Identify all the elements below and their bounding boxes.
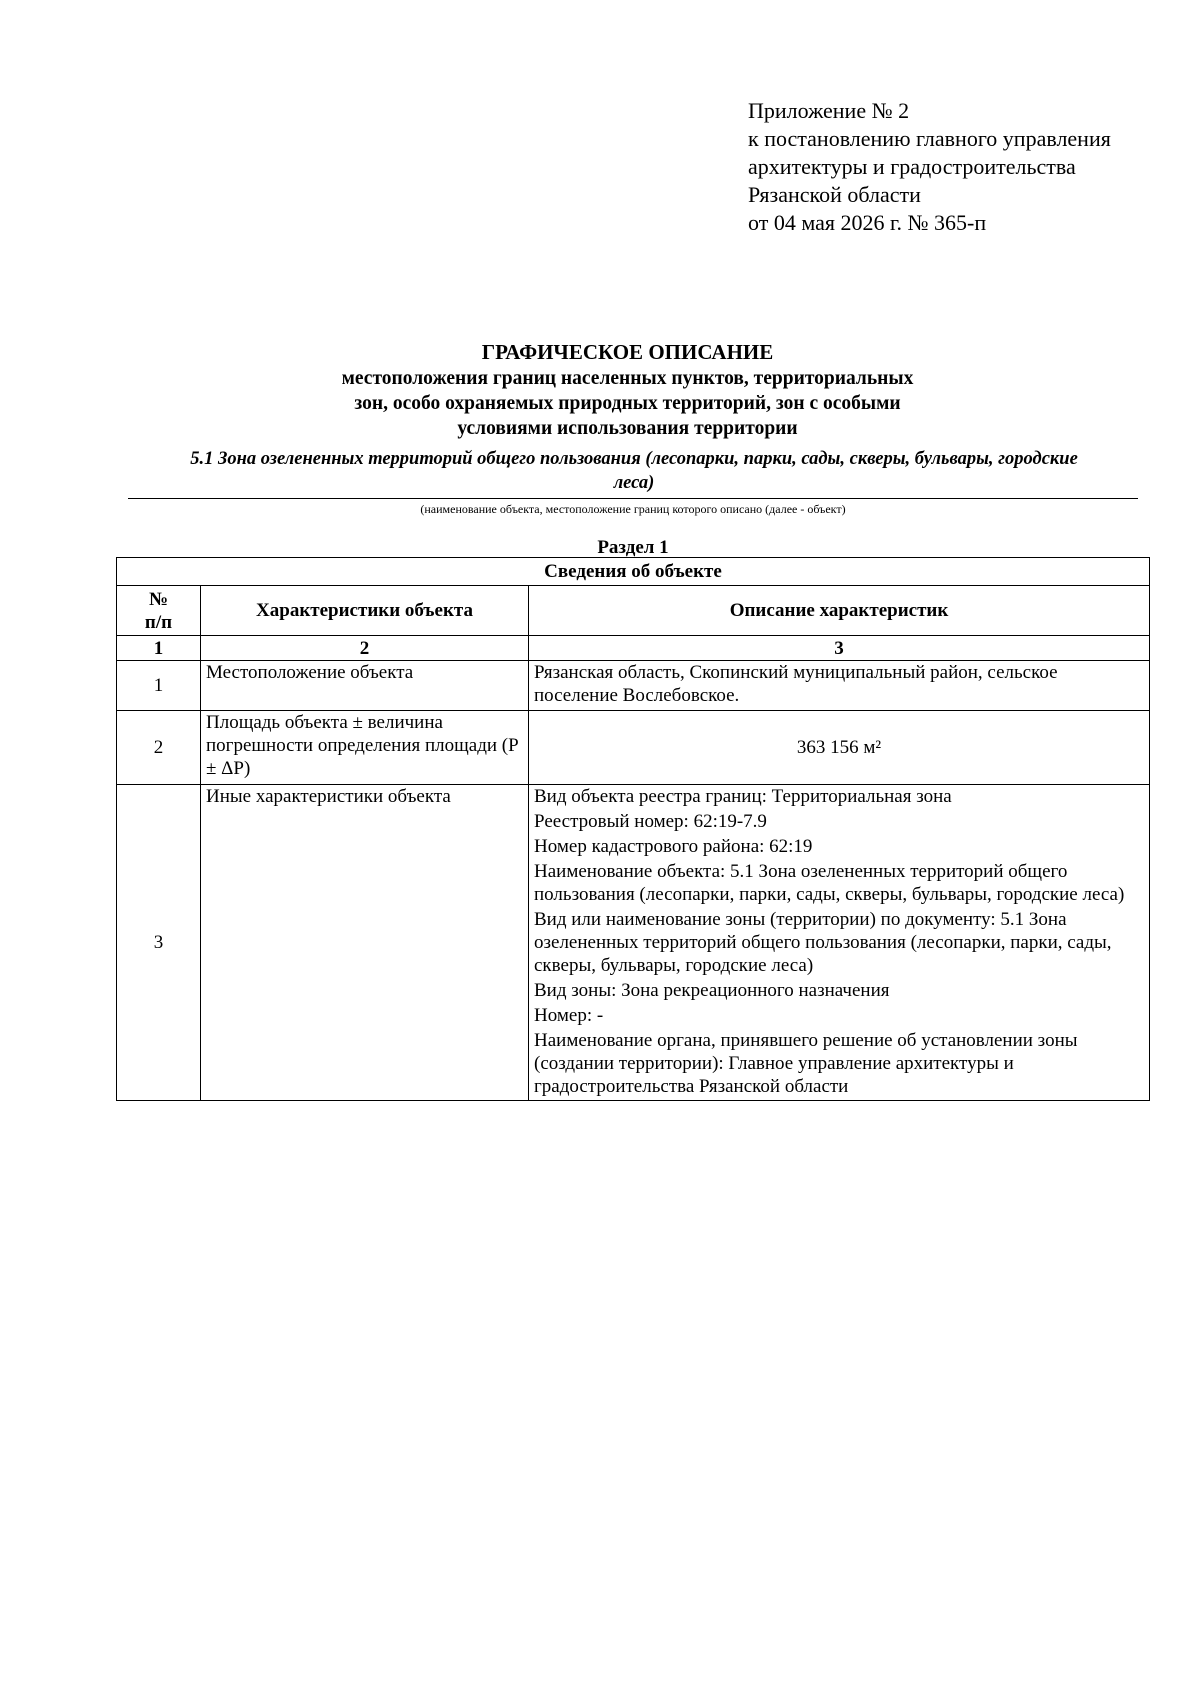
row-description: Рязанская область, Скопинский муниципальный район, сельское поселение Вослебовское.: [529, 661, 1150, 711]
appendix-line: Приложение № 2: [748, 98, 910, 123]
document-heading: [115, 340, 1140, 441]
appendix-line: от 04 мая 2026 г. № 365-п: [748, 210, 987, 235]
column-number: 1: [117, 636, 201, 661]
row-number: 1: [117, 661, 201, 711]
column-number-row: [117, 636, 1150, 661]
appendix-block: [748, 97, 1188, 237]
object-name-underline: [128, 498, 1138, 499]
row-characteristic: Иные характеристики объекта: [201, 785, 529, 1101]
description-line: Наименование органа, принявшего решение об установлении зоны (создании территории): Главное управление архитектуры и градостроительства Рязанской области: [534, 1030, 1078, 1097]
section-title: Раздел 1: [597, 537, 669, 558]
appendix-line: к постановлению главного управления: [748, 126, 1111, 151]
description-line: Вид зоны: Зона рекреационного назначения: [534, 980, 890, 1001]
column-header-number: № п/п: [117, 586, 201, 636]
description-line: Номер кадастрового района: 62:19: [534, 836, 813, 857]
column-number: 3: [529, 636, 1150, 661]
object-name-caption: (наименование объекта, местоположение границ которого описано (далее - объект): [420, 502, 846, 516]
row-description: 363 156 м²: [529, 711, 1150, 785]
row-characteristic: Площадь объекта ± величина погрешности определения площади (P ± ΔP): [201, 711, 529, 785]
column-number: 2: [201, 636, 529, 661]
object-name: [128, 447, 1140, 495]
document-title: ГРАФИЧЕСКОЕ ОПИСАНИЕ: [481, 340, 774, 364]
object-name-line: леса): [613, 473, 655, 493]
row-description: [529, 785, 1150, 1101]
table-row: [117, 661, 1150, 711]
description-line: Номер: -: [534, 1005, 604, 1026]
table-row: [117, 711, 1150, 785]
row-characteristic: Местоположение объекта: [201, 661, 529, 711]
object-name-line: 5.1 Зона озелененных территорий общего пользования (лесопарки, парки, сады, скверы, бульвары, городские: [190, 449, 1078, 469]
document-subtitle-line: зон, особо охраняемых природных территорий, зон с особыми: [354, 393, 901, 414]
table-row: [117, 785, 1150, 1101]
description-line: Вид объекта реестра границ: Территориальная зона: [534, 786, 952, 807]
document-subtitle-line: условиями использования территории: [457, 418, 798, 439]
column-header-characteristic: Характеристики объекта: [201, 586, 529, 636]
description-line: Реестровый номер: 62:19-7.9: [534, 811, 767, 832]
object-info-table: [116, 557, 1150, 1101]
table-title-row: [117, 558, 1150, 586]
row-number: 3: [117, 785, 201, 1101]
table-header-row: [117, 586, 1150, 636]
row-number: 2: [117, 711, 201, 785]
description-line: Вид или наименование зоны (территории) по документу: 5.1 Зона озелененных территорий общего пользования (лесопарки, парки, сады, скверы, бульвары, городские леса): [534, 909, 1112, 976]
table-title: Сведения об объекте: [117, 558, 1150, 586]
description-line: Наименование объекта: 5.1 Зона озелененных территорий общего пользования (лесопарки, парки, сады, скверы, бульвары, городские леса): [534, 861, 1125, 905]
document-subtitle-line: местоположения границ населенных пунктов, территориальных: [341, 368, 914, 389]
column-header-description: Описание характеристик: [529, 586, 1150, 636]
appendix-line: Рязанской области: [748, 182, 921, 207]
appendix-line: архитектуры и градостроительства: [748, 154, 1076, 179]
